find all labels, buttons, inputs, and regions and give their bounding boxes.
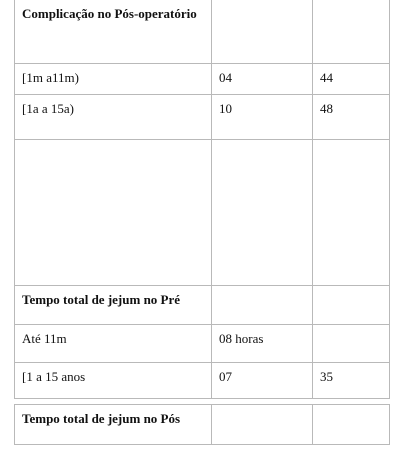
table-row [15, 140, 390, 286]
value-cell [313, 286, 390, 325]
value-cell: 08 horas [212, 325, 313, 363]
value-cell: 35 [313, 363, 390, 399]
data-table-1 [14, 0, 390, 399]
row-label-cell: Tempo total de jejum no Pré [15, 286, 212, 325]
value-cell: 07 [212, 363, 313, 399]
row-label-cell: [1m a11m) [15, 64, 212, 95]
table-row [15, 95, 390, 140]
row-label-cell: [1 a 15 anos [15, 363, 212, 399]
value-cell: 48 [313, 95, 390, 140]
value-cell [313, 325, 390, 363]
value-cell [212, 405, 313, 445]
table-row [15, 405, 390, 445]
value-cell [212, 140, 313, 286]
value-cell: 44 [313, 64, 390, 95]
row-label-cell: Até 11m [15, 325, 212, 363]
row-label-cell [15, 140, 212, 286]
row-label-cell: [1a a 15a) [15, 95, 212, 140]
table-row [15, 0, 390, 64]
value-cell [313, 0, 390, 64]
table-row [15, 286, 390, 325]
value-cell: 04 [212, 64, 313, 95]
table-row [15, 64, 390, 95]
table-row [15, 363, 390, 399]
value-cell [313, 405, 390, 445]
value-cell [212, 286, 313, 325]
table-row [15, 325, 390, 363]
row-label-cell: Complicação no Pós-operatório [15, 0, 212, 64]
value-cell: 10 [212, 95, 313, 140]
value-cell [313, 140, 390, 286]
value-cell [212, 0, 313, 64]
data-table-2 [14, 404, 390, 445]
row-label-cell: Tempo total de jejum no Pós [15, 405, 212, 445]
